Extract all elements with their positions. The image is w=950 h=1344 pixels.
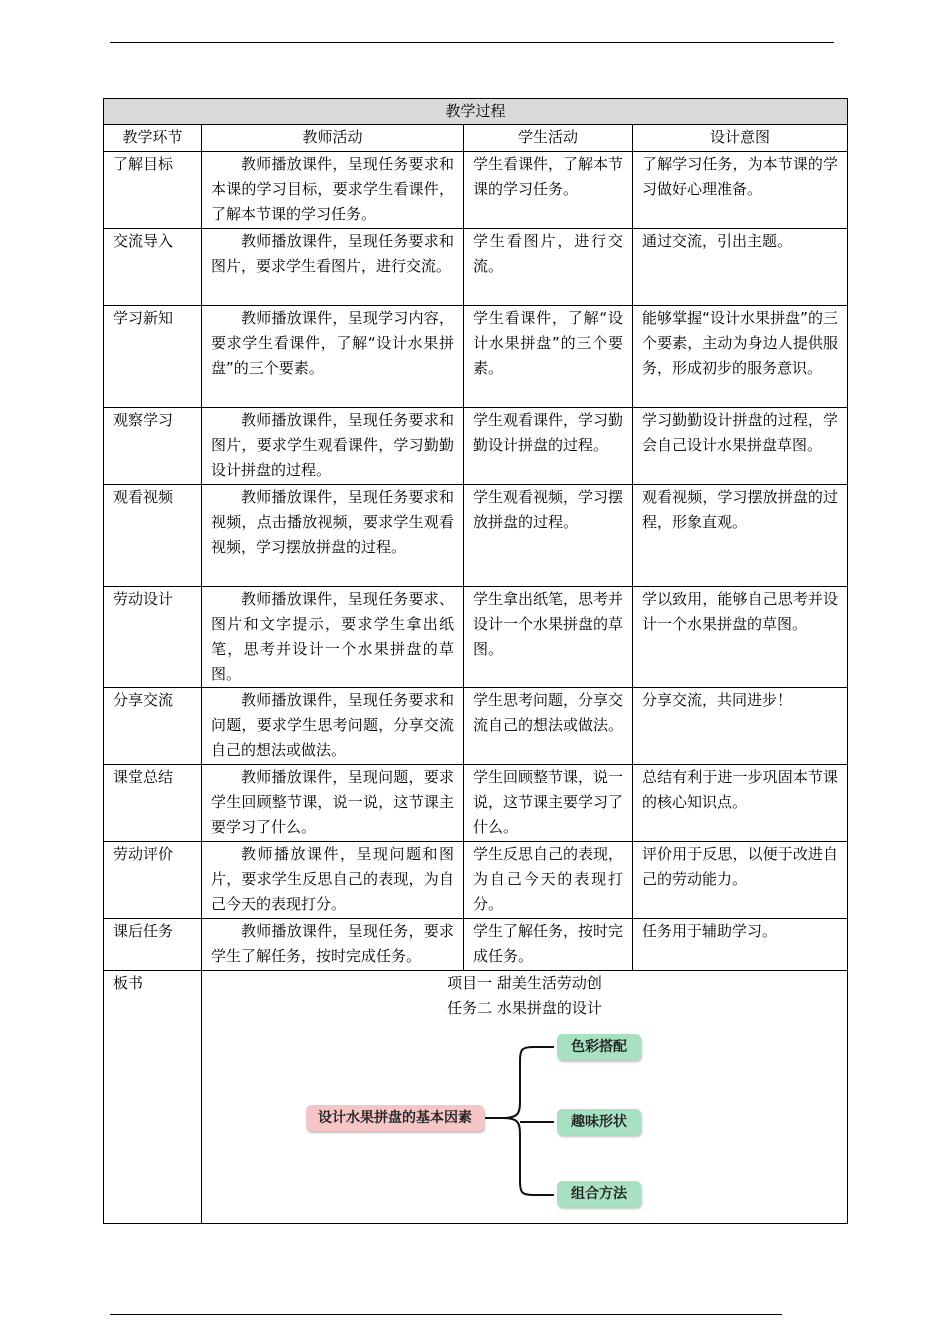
student-activity-cell: 学生拿出纸笔，思考并设计一个水果拼盘的草图。 [464, 587, 633, 688]
teacher-activity-cell: 教师播放课件，呈现问题和图片，要求学生反思自己的表现，为自己今天的表现打分。 [202, 842, 464, 919]
table-row [104, 842, 848, 919]
student-activity-cell: 学生回顾整节课，说一说，这节课主要学习了什么。 [464, 765, 633, 842]
board-label: 板书 [104, 971, 202, 1224]
student-activity-cell: 学生观看课件，学习勤勤设计拼盘的过程。 [464, 408, 633, 485]
student-activity-cell: 学生思考问题，分享交流自己的想法或做法。 [464, 688, 633, 765]
teacher-activity-cell: 教师播放课件，呈现任务要求和视频，点击播放视频，要求学生观看视频，学习摆放拼盘的过程。 [202, 485, 464, 587]
stage-cell: 课后任务 [104, 919, 202, 971]
teacher-activity-cell: 教师播放课件，呈现学习内容，要求学生看课件，了解“设计水果拼盘”的三个要素。 [202, 306, 464, 408]
mindmap-branch-method: 组合方法 [557, 1181, 641, 1207]
student-activity-cell: 学生看课件，了解“设计水果拼盘”的三个要素。 [464, 306, 633, 408]
teacher-activity-cell: 教师播放课件，呈现任务要求和本课的学习目标，要求学生看课件，了解本节课的学习任务。 [202, 152, 464, 229]
column-header-stage: 教学环节 [104, 125, 202, 152]
lesson-process-table [103, 98, 848, 1224]
column-header-teacher: 教师活动 [202, 125, 464, 152]
stage-cell: 分享交流 [104, 688, 202, 765]
design-intent-cell: 观看视频，学习摆放拼盘的过程，形象直观。 [633, 485, 848, 587]
table-row [104, 152, 848, 229]
mindmap-branch-color: 色彩搭配 [557, 1034, 641, 1060]
mindmap-branch-shape: 趣味形状 [557, 1109, 641, 1135]
design-intent-cell: 评价用于反思，以便于改进自己的劳动能力。 [633, 842, 848, 919]
teacher-activity-cell: 教师播放课件，呈现问题，要求学生回顾整节课，说一说，这节课主要学习了什么。 [202, 765, 464, 842]
table-row [104, 587, 848, 688]
stage-cell: 观看视频 [104, 485, 202, 587]
teacher-activity-cell: 教师播放课件，呈现任务要求和问题，要求学生思考问题，分享交流自己的想法或做法。 [202, 688, 464, 765]
teacher-activity-cell: 教师播放课件，呈现任务要求和图片，要求学生观看课件，学习勤勤设计拼盘的过程。 [202, 408, 464, 485]
table-row [104, 485, 848, 587]
student-activity-cell: 学生看图片，进行交流。 [464, 229, 633, 306]
table-title: 教学过程 [104, 99, 848, 125]
mindmap-root-node: 设计水果拼盘的基本因素 [306, 1105, 484, 1131]
design-intent-cell: 了解学习任务，为本节课的学习做好心理准备。 [633, 152, 848, 229]
header-rule [110, 42, 834, 43]
student-activity-cell: 学生了解任务，按时完成任务。 [464, 919, 633, 971]
stage-cell: 交流导入 [104, 229, 202, 306]
column-header-intent: 设计意图 [633, 125, 848, 152]
table-row [104, 306, 848, 408]
teacher-activity-cell: 教师播放课件，呈现任务要求和图片，要求学生看图片，进行交流。 [202, 229, 464, 306]
teacher-activity-cell: 教师播放课件，呈现任务要求、图片和文字提示，要求学生拿出纸笔，思考并设计一个水果拼盘的草图。 [202, 587, 464, 688]
student-activity-cell: 学生反思自己的表现，为自己今天的表现打分。 [464, 842, 633, 919]
design-intent-cell: 分享交流，共同进步！ [633, 688, 848, 765]
stage-cell: 课堂总结 [104, 765, 202, 842]
board-project-title: 项目一 甜美生活劳动创 [447, 974, 602, 992]
mindmap-connectors [202, 971, 847, 1223]
student-activity-cell: 学生看课件，了解本节课的学习任务。 [464, 152, 633, 229]
table-row [104, 408, 848, 485]
stage-cell: 劳动设计 [104, 587, 202, 688]
stage-cell: 学习新知 [104, 306, 202, 408]
design-intent-cell: 能够掌握“设计水果拼盘”的三个要素，主动为身边人提供服务，形成初步的服务意识。 [633, 306, 848, 408]
design-intent-cell: 学习勤勤设计拼盘的过程，学会自己设计水果拼盘草图。 [633, 408, 848, 485]
stage-cell: 观察学习 [104, 408, 202, 485]
design-intent-cell: 学以致用，能够自己思考并设计一个水果拼盘的草图。 [633, 587, 848, 688]
design-intent-cell: 总结有利于进一步巩固本节课的核心知识点。 [633, 765, 848, 842]
table-row [104, 919, 848, 971]
stage-cell: 劳动评价 [104, 842, 202, 919]
column-header-student: 学生活动 [464, 125, 633, 152]
teacher-activity-cell: 教师播放课件，呈现任务，要求学生了解任务，按时完成任务。 [202, 919, 464, 971]
footer-rule [110, 1314, 782, 1315]
board-content [202, 971, 848, 1224]
table-row [104, 229, 848, 306]
table-row [104, 688, 848, 765]
student-activity-cell: 学生观看视频，学习摆放拼盘的过程。 [464, 485, 633, 587]
design-intent-cell: 任务用于辅助学习。 [633, 919, 848, 971]
board-row [104, 971, 848, 1224]
design-intent-cell: 通过交流，引出主题。 [633, 229, 848, 306]
board-task-title: 任务二 水果拼盘的设计 [447, 999, 602, 1017]
table-row [104, 765, 848, 842]
stage-cell: 了解目标 [104, 152, 202, 229]
